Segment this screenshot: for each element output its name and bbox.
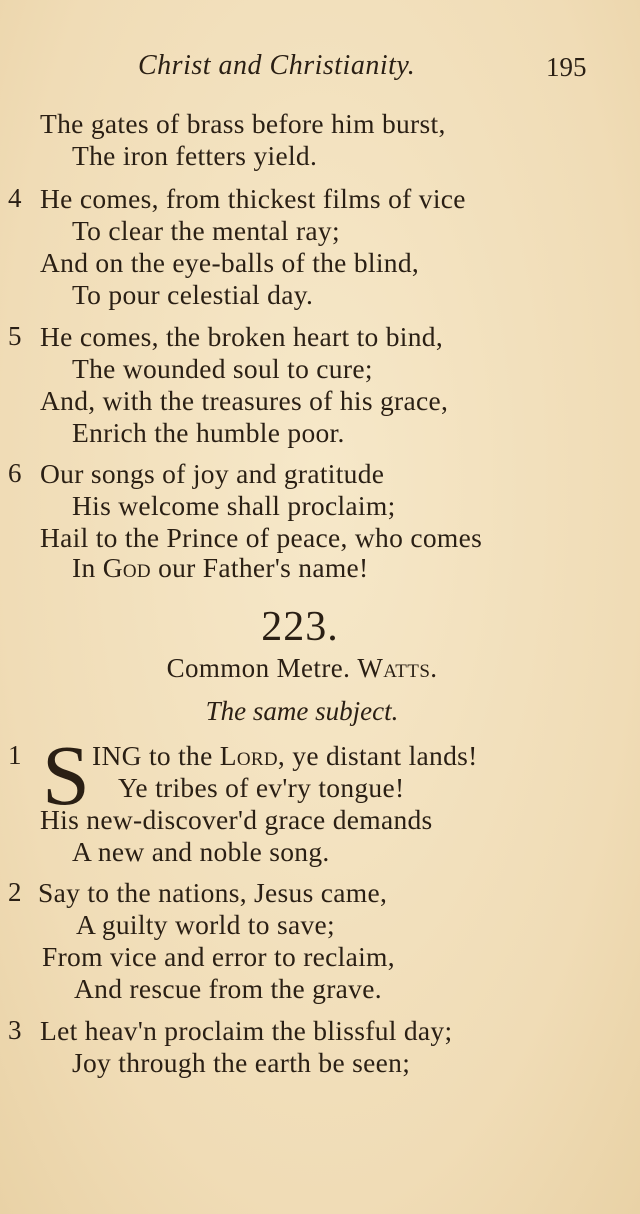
verse-line: Say to the nations, Jesus came, xyxy=(38,877,388,908)
verse-text: ING to the xyxy=(92,740,220,771)
verse-line xyxy=(72,552,369,584)
page-number: 195 xyxy=(546,52,587,82)
stanza-number: 5 xyxy=(8,321,22,351)
verse-line: And, with the treasures of his grace, xyxy=(40,385,449,416)
verse-line: Our songs of joy and gratitude xyxy=(40,458,385,489)
verse-text: , ye distant lands! xyxy=(277,740,478,771)
verse-line: The wounded soul to cure; xyxy=(72,353,373,384)
stanza-number: 2 xyxy=(8,877,22,907)
verse-line: The gates of brass before him burst, xyxy=(40,108,446,139)
verse-line: A guilty world to save; xyxy=(76,909,335,940)
hymn-meter xyxy=(0,653,604,684)
verse-line: To clear the mental ray; xyxy=(72,215,340,246)
verse-line: He comes, from thickest films of vice xyxy=(40,183,466,214)
verse-line: Hail to the Prince of peace, who comes xyxy=(40,522,483,553)
verse-line: To pour celestial day. xyxy=(72,279,314,310)
verse-line: A new and noble song. xyxy=(72,836,330,867)
verse-line xyxy=(92,740,478,772)
meter-label: Common Metre. xyxy=(166,653,351,683)
verse-text: In xyxy=(72,552,103,583)
verse-line: The iron fetters yield. xyxy=(72,140,318,171)
verse-line: He comes, the broken heart to bind, xyxy=(40,321,444,352)
stanza-number: 3 xyxy=(8,1015,22,1045)
verse-line: Ye tribes of ev'ry tongue! xyxy=(118,772,405,803)
stanza-number: 4 xyxy=(8,183,22,213)
small-caps-word: God xyxy=(102,552,151,583)
stanza-number: 6 xyxy=(8,458,22,488)
hymn-author: Watts. xyxy=(357,653,438,683)
verse-line: Enrich the humble poor. xyxy=(72,417,345,448)
small-caps-word: Lord xyxy=(219,740,278,771)
verse-text: our Father's name! xyxy=(150,552,369,583)
verse-line: Let heav'n proclaim the blissful day; xyxy=(40,1015,453,1046)
verse-line: And on the eye-balls of the blind, xyxy=(40,247,420,278)
verse-line: His new-discover'd grace demands xyxy=(40,804,433,835)
verse-line: His welcome shall proclaim; xyxy=(72,490,396,521)
verse-line: And rescue from the grave. xyxy=(74,973,382,1004)
verse-line: From vice and error to reclaim, xyxy=(42,941,395,972)
hymn-subject: The same subject. xyxy=(205,696,399,726)
drop-cap: S xyxy=(42,727,90,823)
verse-line: Joy through the earth be seen; xyxy=(72,1047,411,1078)
stanza-number: 1 xyxy=(8,740,22,770)
hymn-number: 223. xyxy=(261,604,339,650)
running-header: Christ and Christianity. xyxy=(138,50,416,81)
